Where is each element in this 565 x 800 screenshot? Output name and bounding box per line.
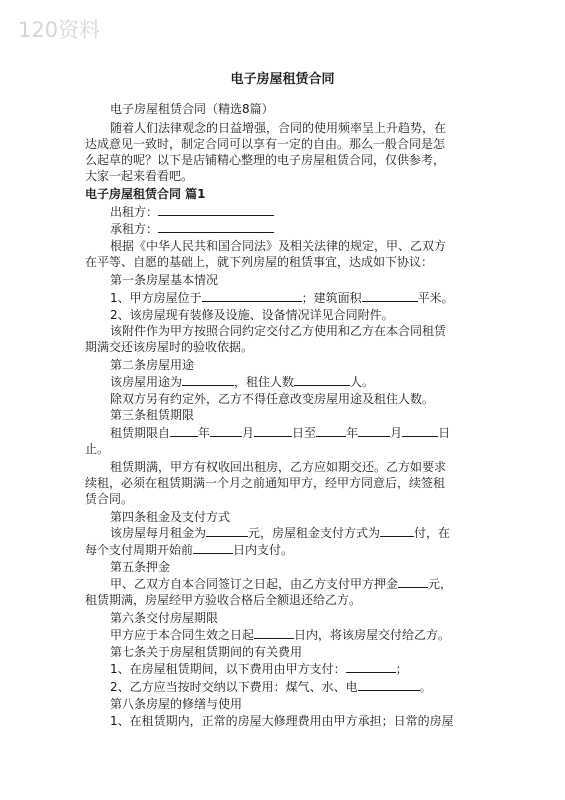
article-1-heading: 第一条房屋基本情况 bbox=[110, 273, 219, 287]
preamble-line: 在平等、自愿的基础上，就下列房屋的租赁事宜，达成如下协议： bbox=[85, 255, 434, 269]
article-7-line-1 bbox=[110, 661, 408, 677]
text-fragment: 日内支付。 bbox=[233, 543, 294, 557]
text-fragment: 人。 bbox=[350, 375, 375, 389]
intro-paragraph-line: 么起草的呢？以下是店铺精心整理的电子房屋租赁合同，仅供参考， bbox=[85, 153, 446, 167]
intro-paragraph-line: 大家一起来看看吧。 bbox=[85, 169, 194, 183]
intro-subtitle: 电子房屋租赁合同（精选8篇） bbox=[110, 102, 274, 116]
section-heading: 电子房屋租赁合同 篇1 bbox=[85, 187, 206, 201]
text-fragment: 日 bbox=[438, 426, 451, 440]
area-blank bbox=[362, 290, 418, 302]
article-1-item-1 bbox=[110, 290, 454, 306]
text-fragment: 付，在 bbox=[414, 526, 451, 540]
article-5-line-1 bbox=[110, 576, 452, 592]
article-3-heading: 第三条租赁期限 bbox=[110, 408, 195, 422]
end-month-blank bbox=[358, 425, 390, 437]
text-fragment: 年 bbox=[346, 426, 359, 440]
article-1-note: 期满交还该房屋时的验收依据。 bbox=[85, 340, 254, 354]
lessor-label: 出租方： bbox=[110, 205, 159, 219]
text-fragment: 元，房屋租金支付方式为 bbox=[248, 526, 381, 540]
text-fragment: 租赁期限自 bbox=[110, 426, 171, 440]
text-fragment: 日至 bbox=[292, 426, 317, 440]
end-year-blank bbox=[316, 425, 346, 437]
article-4-line-1 bbox=[110, 525, 450, 541]
article-4-line-2 bbox=[85, 542, 293, 558]
article-7-heading: 第七条关于房屋租赁期间的有关费用 bbox=[110, 645, 303, 659]
article-1-note: 该附件作为甲方按照合同约定交付乙方使用和乙方在本合同租赁 bbox=[110, 324, 447, 338]
start-day-blank bbox=[254, 425, 292, 437]
article-3-paragraph: 赁合同。 bbox=[85, 492, 134, 506]
preamble-line: 根据《中华人民共和国合同法》及相关法律的规定，甲、乙双方 bbox=[110, 239, 447, 253]
text-fragment: ； bbox=[395, 662, 408, 676]
usage-blank bbox=[182, 374, 234, 386]
text-fragment: 。 bbox=[419, 680, 432, 694]
lessee-label: 承租方： bbox=[110, 222, 159, 236]
start-month-blank bbox=[210, 425, 242, 437]
start-year-blank bbox=[170, 425, 198, 437]
location-blank bbox=[202, 290, 302, 302]
article-6-heading: 第六条交付房屋期限 bbox=[110, 611, 219, 625]
article-2-line-2: 除双方另有约定外，乙方不得任意改变房屋用途及租住人数。 bbox=[110, 392, 435, 406]
text-fragment: 月 bbox=[242, 426, 255, 440]
text-fragment: 日内，将该房屋交付给乙方。 bbox=[294, 628, 451, 642]
text-fragment: 甲、乙双方自本合同签订之日起，由乙方支付甲方押金 bbox=[110, 577, 399, 591]
article-2-line-1 bbox=[110, 374, 374, 390]
text-fragment: 平米。 bbox=[417, 291, 454, 305]
lessor-line bbox=[110, 204, 274, 220]
text-fragment: 1、在房屋租赁期间，以下费用由甲方支付： bbox=[110, 662, 346, 676]
deposit-blank bbox=[398, 576, 428, 588]
text-fragment: 2、乙方应当按时交纳以下费用：煤气、水、电 bbox=[110, 680, 358, 694]
lessee-fees-blank bbox=[358, 679, 420, 691]
payment-days-blank bbox=[193, 542, 233, 554]
lessor-blank bbox=[158, 204, 274, 216]
rent-blank bbox=[206, 525, 248, 537]
occupants-blank bbox=[294, 374, 350, 386]
delivery-days-blank bbox=[254, 627, 294, 639]
document-title: 电子房屋租赁合同 bbox=[230, 72, 335, 87]
article-6-line-1 bbox=[110, 627, 450, 643]
end-day-blank bbox=[402, 425, 438, 437]
lessor-fees-blank bbox=[346, 661, 396, 673]
article-8-heading: 第八条房屋的修缮与使用 bbox=[110, 697, 243, 711]
text-fragment: 该房屋每月租金为 bbox=[110, 526, 207, 540]
text-fragment: 甲方应于本合同生效之日起 bbox=[110, 628, 255, 642]
article-8-line-1: 1、在租赁期内，正常的房屋大修理费用由甲方承担；日常的房屋 bbox=[110, 714, 454, 728]
watermark: 120资料 bbox=[18, 18, 101, 42]
article-3-paragraph: 租赁期满，甲方有权收回出租房，乙方应如期交还。乙方如要求 bbox=[110, 460, 447, 474]
article-3-paragraph: 续租，必须在租赁期满一个月之前通知甲方，经甲方同意后，续签租 bbox=[85, 476, 446, 490]
text-fragment: 月 bbox=[390, 426, 403, 440]
article-7-line-2 bbox=[110, 679, 432, 695]
article-5-heading: 第五条押金 bbox=[110, 560, 171, 574]
lessee-blank bbox=[158, 221, 274, 233]
article-2-heading: 第二条房屋用途 bbox=[110, 358, 195, 372]
article-5-line-2: 租赁期满，房屋经甲方验收合格后全额退还给乙方。 bbox=[85, 593, 362, 607]
text-fragment: 该房屋用途为 bbox=[110, 375, 183, 389]
text-fragment: ；建筑面积 bbox=[301, 291, 362, 305]
article-3-line-1 bbox=[110, 425, 450, 441]
text-fragment: ，租住人数 bbox=[234, 375, 295, 389]
text-fragment: 1、甲方房屋位于 bbox=[110, 291, 202, 305]
article-1-item-2: 2、该房屋现有装修及设施、设备情况详见合同附件。 bbox=[110, 308, 394, 322]
text-fragment: 年 bbox=[198, 426, 211, 440]
lessee-line bbox=[110, 221, 274, 237]
article-4-heading: 第四条租金及支付方式 bbox=[110, 510, 231, 524]
text-fragment: 每个支付周期开始前 bbox=[85, 543, 194, 557]
text-fragment: 元， bbox=[428, 577, 453, 591]
payment-method-blank bbox=[380, 525, 414, 537]
intro-paragraph-line: 达成意见一致时，制定合同可以享有一定的自由。那么一般合同是怎 bbox=[85, 137, 446, 151]
article-3-line-end: 止。 bbox=[85, 442, 110, 456]
intro-paragraph-line: 随着人们法律观念的日益增强，合同的使用频率呈上升趋势，在 bbox=[110, 121, 447, 135]
